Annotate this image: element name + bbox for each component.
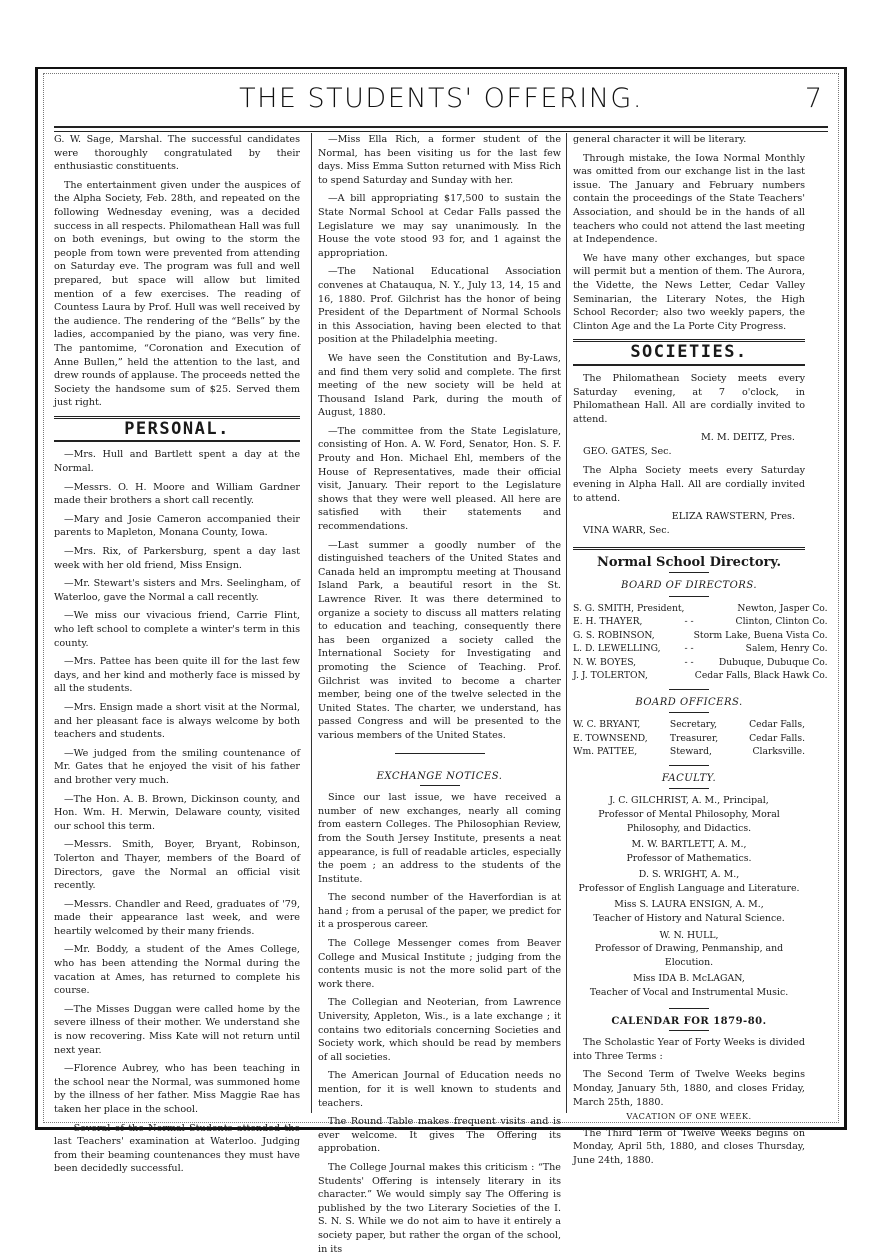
personal-item: —Mr. Stewart's sisters and Mrs. Seelingham, of Waterloo, gave the Normal a call recently. [54,578,300,603]
column-1 [54,133,300,1181]
director-place: Clinton, Clinton Co. [735,616,828,628]
exchange-item: The College Messenger comes from Beaver College and Musical Institute ; judging from the contents music is not the more solid part of the work there. [318,938,561,990]
personal-item: —Mrs. Ensign made a short visit at the Normal, and her pleasant face is always welcome by both teachers and students. [54,701,300,741]
divider [669,689,709,690]
paragraph-other-exchanges: We have many other exchanges, but space will permit but a mention of them. The Aurora, the Vidette, the News Letter, Cedar Valley Seminarian, the Literary Notes, the High School Recorder; also two weekly papers, the Clinton Age and the La Porte City Progress. [573,252,805,332]
calendar-year: The Scholastic Year of Forty Weeks is divided into Three Terms : [573,1037,805,1062]
board-of-directors-heading: BOARD OF DIRECTORS. [620,580,757,592]
section-heading-societies: SOCIETIES. [573,339,805,366]
faculty-name: Miss S. LAURA ENSIGN, A. M., [614,899,764,911]
philomathean-notice: The Philomathean Society meets every Saturday evening, at 7 o'clock, in Philomathean Hall. All are cordially invited to attend. [573,372,805,425]
table-row [573,629,828,643]
faculty-title: Teacher of History and Natural Science. [593,913,785,925]
exchange-item: Since our last issue, we have received a number of new exchanges, nearly all coming from eastern Colleges. The Philosophian Review, from the South Jersey Institute, presents a neat appearance, is full of readable articles, especially the poem ; an address to the students of the Institute. [318,792,561,885]
personal-item: —Messrs. Chandler and Reed, graduates of '79, made their appearance last week, and were heartily welcomed by their many friends. [54,898,300,937]
calendar-vacation: VACATION OF ONE WEEK. [626,1111,752,1122]
exchange-item: The American Journal of Education needs no mention, for it is well known to students and teachers. [318,1070,561,1109]
director-name: S. G. SMITH, President, [573,602,685,614]
board-officers-heading: BOARD OFFICERS. [635,696,743,708]
officer-place: Clarksville. [752,746,805,758]
news-item: —A bill appropriating $17,500 to sustain the State Normal School at Cedar Falls passed the Legislature we may say unanimously. In the House the vote stood 93 for, and 1 against the appropriation. [318,193,561,259]
faculty-title: Professor of English Language and Literature. [578,882,800,894]
director-dash: - - [684,643,694,655]
personal-list [54,448,300,1176]
personal-item: —We miss our vivacious friend, Carrie Flint, who left school to complete a winter's term in this county. [54,610,300,649]
officer-role: Treasurer, [669,732,719,744]
table-row [573,656,828,670]
director-dash: - - [684,616,694,628]
director-place: Cedar Falls, Black Hawk Co. [694,670,828,682]
table-row [573,718,805,732]
faculty-title: Teacher of Vocal and Instrumental Music. [589,987,789,999]
alpha-notice: The Alpha Society meets every Saturday evening in Alpha Hall. All are cordially invited to attend. [573,465,805,504]
news-item: We have seen the Constitution and By-Laws, and find them very solid and complete. The first meeting of the new society will be held at Thousand Island Park, during the mouth of August, 1880. [318,352,561,419]
director-dash: - - [684,656,694,668]
divider [669,1030,709,1031]
faculty-title: Professor of Mental Philosophy, Moral Philosophy, and Didactics. [598,808,780,834]
faculty-name: Miss IDA B. McLAGAN, [633,973,745,985]
paragraph-iowa-normal-monthly: Through mistake, the Iowa Normal Monthly was omitted from our exchange list in the last issue. The January and February numbers contain the proceedings of the State Teachers' Association, and should be in the hands of all teachers who could not attend the last meeting at Independence. [573,152,805,246]
news-item: —Miss Ella Rich, a former student of the Normal, has been visiting us for the last few days. Miss Emma Sutton returned with Miss Rich to spend Saturday and Sunday with her. [318,134,561,186]
director-dash [684,669,693,683]
divider [669,765,709,766]
faculty-name: W. N. HULL, [659,929,719,941]
faculty-list [573,794,805,999]
personal-item: —Mrs. Rix, of Parkersburg, spent a day last week with her old friend, Miss Ensign. [54,546,300,571]
table-row [573,615,828,629]
divider [669,712,709,713]
director-name: N. W. BOYES, [573,656,637,668]
news-item: —The committee from the State Legislature, consisting of Hon. A. W. Ford, Senator, Hon. S. F. Prouty and Hon. Michael Ehl, members of the House of Representatives, made their official visit, January. Their report to the Legislature shows that they were well pleased. All here are satisfied with their statements and recommendations. [318,425,561,533]
faculty-title: Professor of Drawing, Penmanship, and Elocution. [594,943,784,968]
faculty-heading: FACULTY. [661,772,717,784]
divider [395,753,485,754]
page-number: 7 [804,83,822,114]
faculty-name: M. W. BARTLETT, A. M., [631,839,747,851]
personal-item: —Mr. Boddy, a student of the Ames College, who has been attending the Normal during the vacation at Ames, has returned to complete his course. [54,944,300,997]
officer-name: E. TOWNSEND, [573,732,648,744]
director-dash [684,629,693,643]
officer-role: Steward, [669,746,712,758]
column-3 [566,133,828,1166]
alpha-president: ELIZA RAWSTERN, Pres. [671,511,795,523]
director-name: G. S. ROBINSON, [573,629,655,641]
faculty-title: Professor of Mathematics. [626,852,752,864]
news-item: —Last summer a goodly number of the distinguished teachers of the United States and Canada held an impromptu meeting at Thousand Island Park, a beautiful resort in the St. Lawrence River. It was there determined to organize a society to discuss all matters relating to education and teaching, consequently there has been organized a society called the International Society for Investigating and promoting the Science of Teaching. Prof. Gilchrist was invited to become a charter member, being one of the twelve selected in the United States. The charter, we understand, has passed Congress and will be presented to the various members of the United States. [318,539,561,741]
exchange-item: The Collegian and Neoterian, from Lawrence University, Appleton, Wis., is a late exchange ; it contains two editorials concerning Societies and Society work, which should be read by members of all societies. [318,997,561,1063]
divider [669,788,709,789]
exchange-item: The Round Table makes frequent visits and is ever welcome. It gives The Offering its approbation. [318,1116,561,1155]
table-row [573,745,805,759]
faculty-name: J. C. GILCHRIST, A. M., Principal, [609,795,769,807]
section-heading-exchange-notices: EXCHANGE NOTICES. [376,770,503,782]
officer-place: Cedar Falls, [749,719,805,731]
director-dash [684,602,693,616]
calendar-third-term: The Third Term of Twelve Weeks begins on Monday, April 5th, 1880, and closes Thursday, June 24th, 1880. [573,1127,805,1166]
personal-item: —We judged from the smiling countenance of Mr. Gates that he enjoyed the visit of his father and brother very much. [54,747,300,786]
philomathean-secretary: GEO. GATES, Sec. [583,445,672,457]
page-border [35,67,847,1255]
personal-item: —Messrs. Smith, Boyer, Bryant, Robinson, Tolerton and Thayer, members of the Board of Directors, gave the Normal an official visit recently. [54,839,300,892]
masthead-title: THE STUDENTS' OFFERING. [239,83,643,114]
alpha-secretary: VINA WARR, Sec. [583,524,670,536]
director-place: Newton, Jasper Co. [737,602,828,614]
table-row [573,602,828,616]
personal-item: —Messrs. O. H. Moore and William Gardner made their brothers a short call recently. [54,481,300,507]
directory-title: Normal School Directory. [573,547,805,570]
officer-name: Wm. PATTEE, [573,746,638,758]
officer-role: Secretary, [669,719,718,731]
officer-name: W. C. BRYANT, [573,719,641,731]
calendar-second-term: The Second Term of Twelve Weeks begins Monday, January 5th, 1880, and closes Friday, March 25th, 1880. [573,1069,805,1108]
personal-item: —Mrs. Hull and Bartlett spent a day at the Normal. [54,449,300,475]
divider [669,1008,709,1009]
paragraph-entertainment: The entertainment given under the auspices of the Alpha Society, Feb. 28th, and repeated on the following Wednesday evening, was a decided success in all respects. Philomathean Hall was full on both evenings, but owing to the storm the people from town were prevented from attending on Saturday eve. The program was full and well prepared, but space will allow but limited mention of a few exercises. The reading of Countess Laura by Prof. Hull was well received by the audience. The rendering of the “Bells” by the ladies, accompanied by the piano, was very fine. The pantomime, “Coronation and Execution of Anne Bullen,” held the attention to the last, and drew rounds of applause. The proceeds netted the Society the handsome sum of $25. Served them just right. [54,179,300,409]
philomathean-president: M. M. DEITZ, Pres. [700,432,795,444]
director-place: Dubuque, Dubuque Co. [718,656,828,668]
personal-item: —Several of the Normal Students attended the last Teachers' examination at Waterloo. Judging from their beaming countenances they must have been decidedly successful. [54,1122,300,1175]
divider [669,572,709,573]
paragraph-continued: general character it will be literary. [573,134,747,145]
officers-table [573,718,805,759]
director-name: L. D. LEWELLING, [573,643,661,655]
divider [420,785,460,786]
section-heading-personal: PERSONAL. [54,416,300,443]
table-row [573,732,805,746]
directors-table [573,602,828,683]
calendar-heading: CALENDAR FOR 1879-80. [611,1015,767,1027]
table-row [573,642,828,656]
exchange-item: The College Journal makes this criticism : “The Students' Offering is intensely literary in its character.” We would simply say The Offering is published by the two Literary Societies of the I. S. N. S. While we do not aim to have it entirely a society paper, but rather the organ of the school, in its [318,1161,561,1255]
masthead-rule [54,126,828,132]
director-place: Storm Lake, Buena Vista Co. [693,629,828,641]
director-name: E. H. THAYER, [573,616,643,628]
personal-item: —The Hon. A. B. Brown, Dickinson county, and Hon. Wm. H. Merwin, Delaware county, visited our school this term. [54,793,300,832]
paragraph-election: G. W. Sage, Marshal. The successful candidates were thoroughly congratulated by their enthusiastic constituents. [54,134,300,173]
table-row [573,669,828,683]
faculty-name: D. S. WRIGHT, A. M., [638,869,740,881]
personal-item: —The Misses Duggan were called home by the severe illness of their mother. We understand she is now recovering. Miss Kate will not return until next year. [54,1003,300,1056]
personal-item: —Mrs. Pattee has been quite ill for the last few days, and her kind and motherly face is missed by all the students. [54,656,300,695]
personal-item: —Mary and Josie Cameron accompanied their parents to Mapleton, Monana County, Iowa. [54,513,300,539]
divider [669,596,709,597]
officer-place: Cedar Falls. [749,732,805,744]
exchange-item: The second number of the Haverfordian is at hand ; from a perusal of the paper, we predict for it a prosperous career. [318,892,561,931]
director-name: J. J. TOLERTON, [573,670,648,682]
column-2 [311,133,561,1255]
director-place: Salem, Henry Co. [745,643,828,655]
news-item: —The National Educational Association convenes at Chatauqua, N. Y., July 13, 14, 15 and 16, 1880. Prof. Gilchrist has the honor of being President of the Department of Normal Schools in this Association, having been elected to that position at the Philadelphia meeting. [318,266,561,346]
personal-item: —Florence Aubrey, who has been teaching in the school near the Normal, was summoned home by the illness of her father. Miss Maggie Rae has taken her place in the school. [54,1063,300,1115]
